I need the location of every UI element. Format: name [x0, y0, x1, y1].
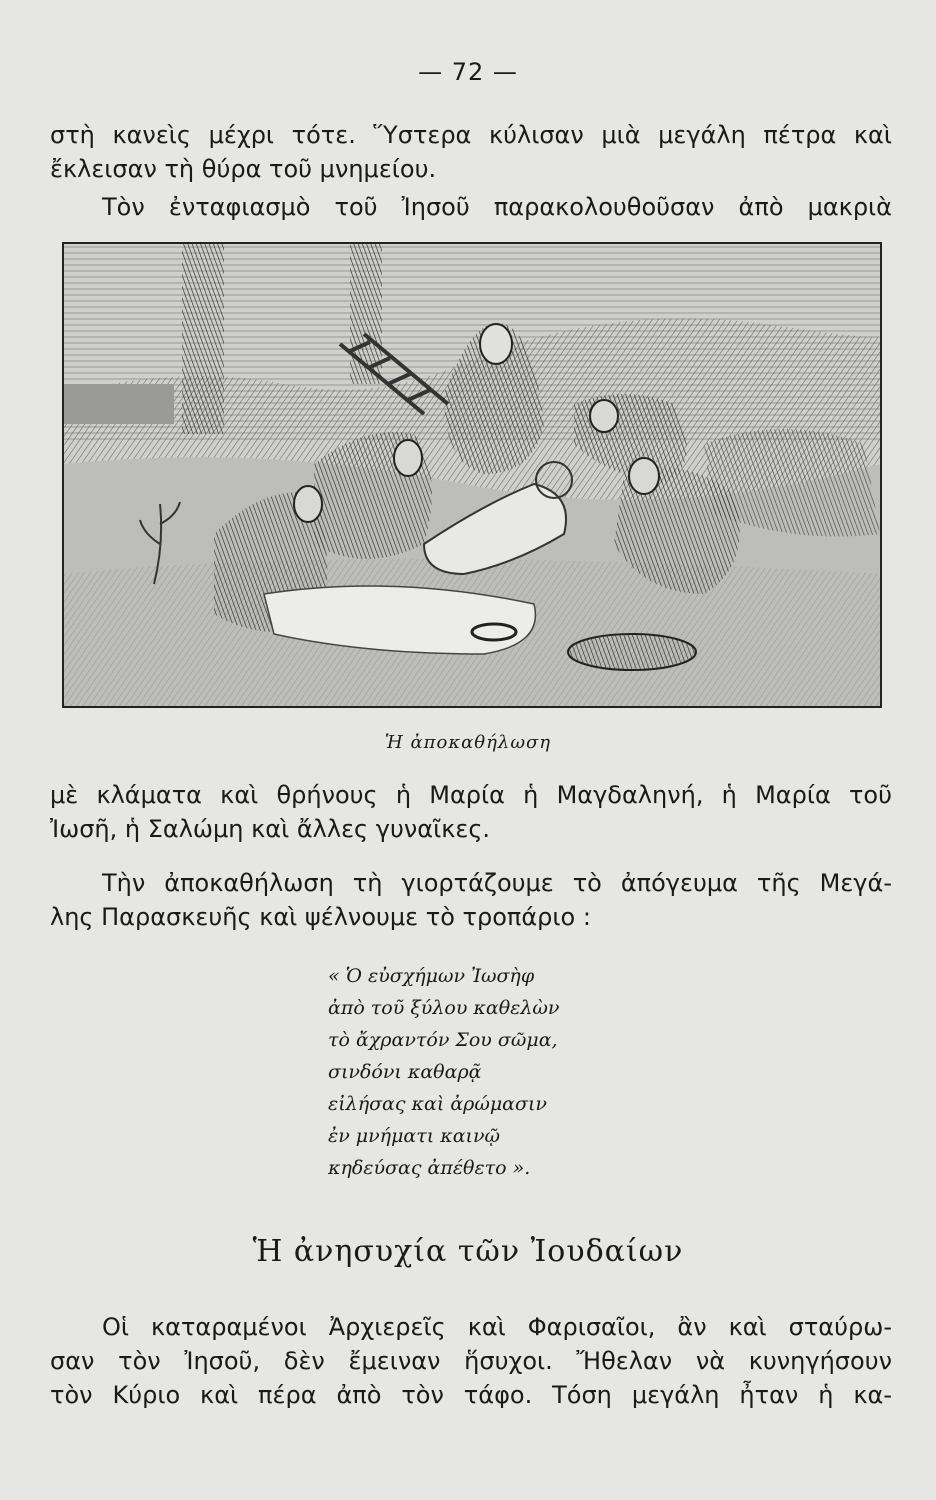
text-line: Τὴν ἀποκαθήλωση τὴ γιορτάζουμε τὸ ἀπόγευμα τῆς Μεγά- — [102, 869, 892, 897]
feast-paragraph-continued — [50, 900, 892, 934]
final-paragraph-continued — [50, 1344, 892, 1412]
final-paragraph — [50, 1310, 892, 1344]
text-line: τὸν Κύριο καὶ πέρα ἀπὸ τὸν τάφο. Τόση μεγάλη ἦταν ἡ κα- — [50, 1381, 892, 1409]
text-line: σαν τὸν Ἰησοῦ, δὲν ἔμειναν ἥσυχοι. Ἤθελαν νὰ κυνηγήσουν — [50, 1347, 892, 1375]
continuation-paragraph — [50, 778, 892, 846]
text-line: στὴ κανεὶς μέχρι τότε. Ὕστερα κύλισαν μιὰ μεγάλη πέτρα καὶ — [50, 121, 892, 149]
feast-paragraph — [50, 866, 892, 900]
text-line: μὲ κλάματα καὶ θρήνους ἡ Μαρία ἡ Μαγδαληνή, ἡ Μαρία τοῦ — [50, 781, 892, 809]
text-line: Οἱ καταραμένοι Ἀρχιερεῖς καὶ Φαρισαῖοι, ἂν καὶ σταύρω- — [102, 1313, 892, 1341]
illustration-caption: Ἡ ἀποκαθήλωση — [384, 732, 552, 753]
text-line: λης Παρασκευῆς καὶ ψέλνουμε τὸ τροπάριο : — [50, 903, 591, 931]
hymn-line: « Ὁ εὐσχήμων Ἰωσὴφ — [328, 965, 535, 987]
deposition-illustration — [62, 242, 882, 708]
hymn-line: κηδεύσας ἀπέθετο ». — [328, 1157, 531, 1179]
text-line: Τὸν ἐνταφιασμὸ τοῦ Ἰησοῦ παρακολουθοῦσαν ἀπὸ μακριὰ — [102, 193, 892, 221]
hymn-line: τὸ ἄχραντόν Σου σῶμα, — [328, 1029, 558, 1051]
page-number: — 72 — — [418, 58, 518, 86]
troparion-hymn — [328, 960, 688, 1184]
hymn-line: ἀπὸ τοῦ ξύλου καθελὼν — [328, 997, 560, 1019]
top-paragraph — [50, 118, 892, 186]
hymn-line: σινδόνι καθαρᾷ — [328, 1061, 482, 1083]
section-heading: Ἡ ἀνησυχία τῶν Ἰουδαίων — [252, 1234, 684, 1269]
hymn-line: ἐν μνήματι καινῷ — [328, 1125, 501, 1147]
text-line: ἔκλεισαν τὴ θύρα τοῦ μνημείου. — [50, 155, 437, 183]
text-line: Ἰωσῆ, ἡ Σαλώμη καὶ ἄλλες γυναῖκες. — [50, 815, 491, 843]
second-paragraph — [50, 190, 892, 224]
engraving-image — [64, 244, 880, 706]
hymn-line: εἰλήσας καὶ ἀρώμασιν — [328, 1093, 547, 1115]
